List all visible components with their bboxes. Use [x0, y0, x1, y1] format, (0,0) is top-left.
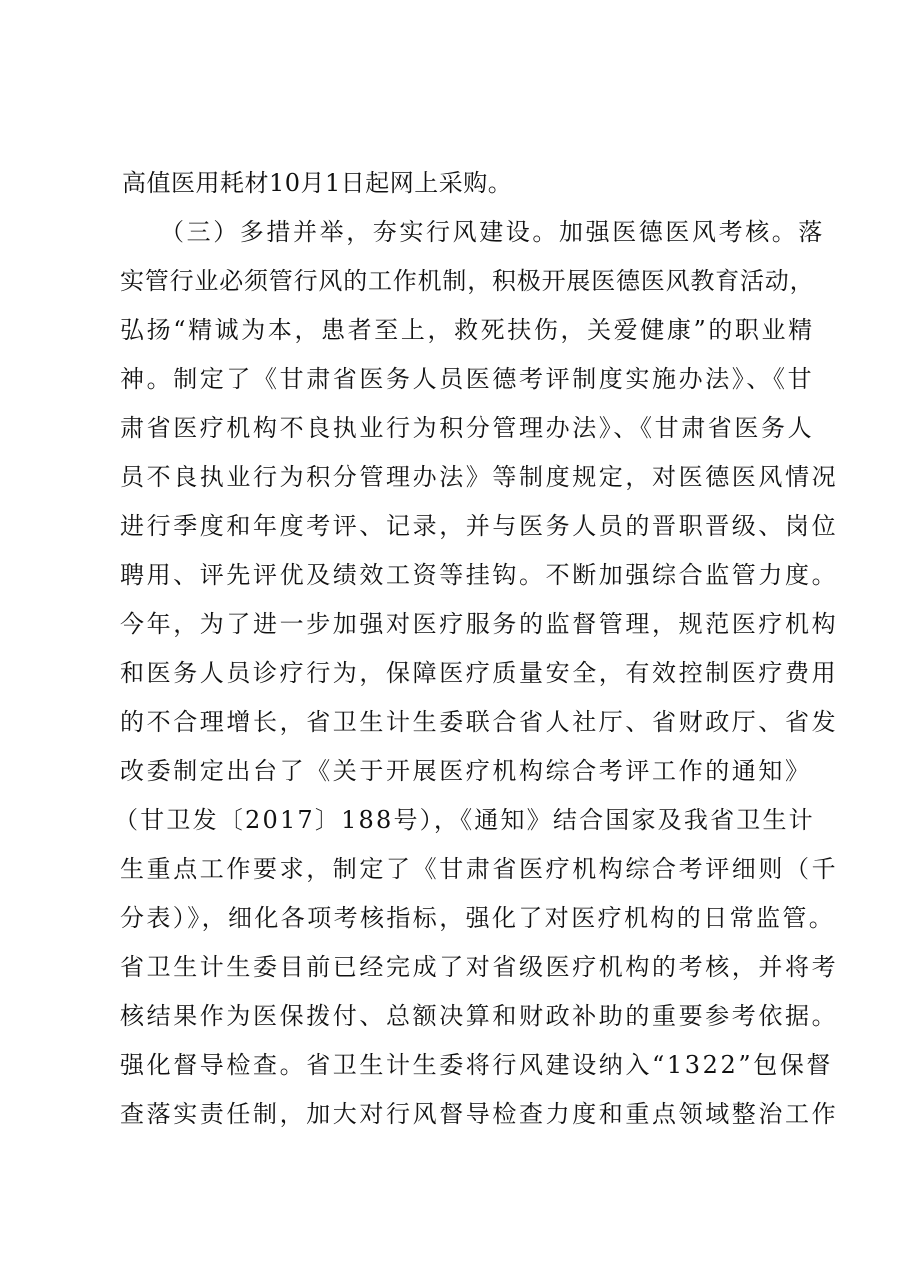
text-line: 弘扬“精诚为本，患者至上，救死扶伤，关爱健康”的职业精 [120, 316, 815, 344]
text-line: 改委制定出台了《关于开展医疗机构综合考评工作的通知》 [120, 757, 812, 785]
text-line: 的不合理增长，省卫生计生委联合省人社厅、省财政厅、省发 [120, 708, 839, 736]
text-line: 强化督导检查。省卫生计生委将行风建设纳入“1322”包保督 [120, 1051, 834, 1079]
text-line: 今年，为了进一步加强对医疗服务的监督管理，规范医疗机构 [120, 610, 839, 638]
text-line: 生重点工作要求，制定了《甘肃省医疗机构综合考评细则（千 [120, 855, 839, 883]
text-line: 和医务人员诊疗行为，保障医疗质量安全，有效控制医疗费用 [120, 659, 839, 687]
text-line: 神。制定了《甘肃省医务人员医德考评制度实施办法》、《甘 [120, 365, 815, 393]
text-line: 分表）》，细化各项考核指标，强化了对医疗机构的日常监管。 [120, 904, 836, 932]
text-line: 聘用、评先评优及绩效工资等挂钩。不断加强综合监管力度。 [120, 561, 839, 589]
text-line: 进行季度和年度考评、记录，并与医务人员的晋职晋级、岗位 [120, 512, 839, 540]
text-line: 省卫生计生委目前已经完成了对省级医疗机构的考核，并将考 [120, 953, 839, 981]
text-line: 核结果作为医保拨付、总额决算和财政补助的重要参考依据。 [120, 1002, 839, 1030]
text-line: 员不良执业行为积分管理办法》等制度规定，对医德医风情况 [120, 463, 839, 491]
text-line: 查落实责任制，加大对行风督导检查力度和重点领域整治工作 [120, 1100, 839, 1128]
text-line: 肃省医疗机构不良执业行为积分管理办法》、《甘肃省医务人 [120, 414, 815, 442]
text-line: 高值医用耗材10月1日起网上采购。 [122, 169, 513, 197]
text-line: 实管行业必须管行风的工作机制，积极开展医德医风教育活动， [120, 267, 815, 295]
paragraph-start-line: （三）多措并举，夯实行风建设。加强医德医风考核。落 [160, 218, 825, 246]
text-line: （甘卫发〔2017〕188号），《通知》结合国家及我省卫生计 [114, 806, 815, 834]
